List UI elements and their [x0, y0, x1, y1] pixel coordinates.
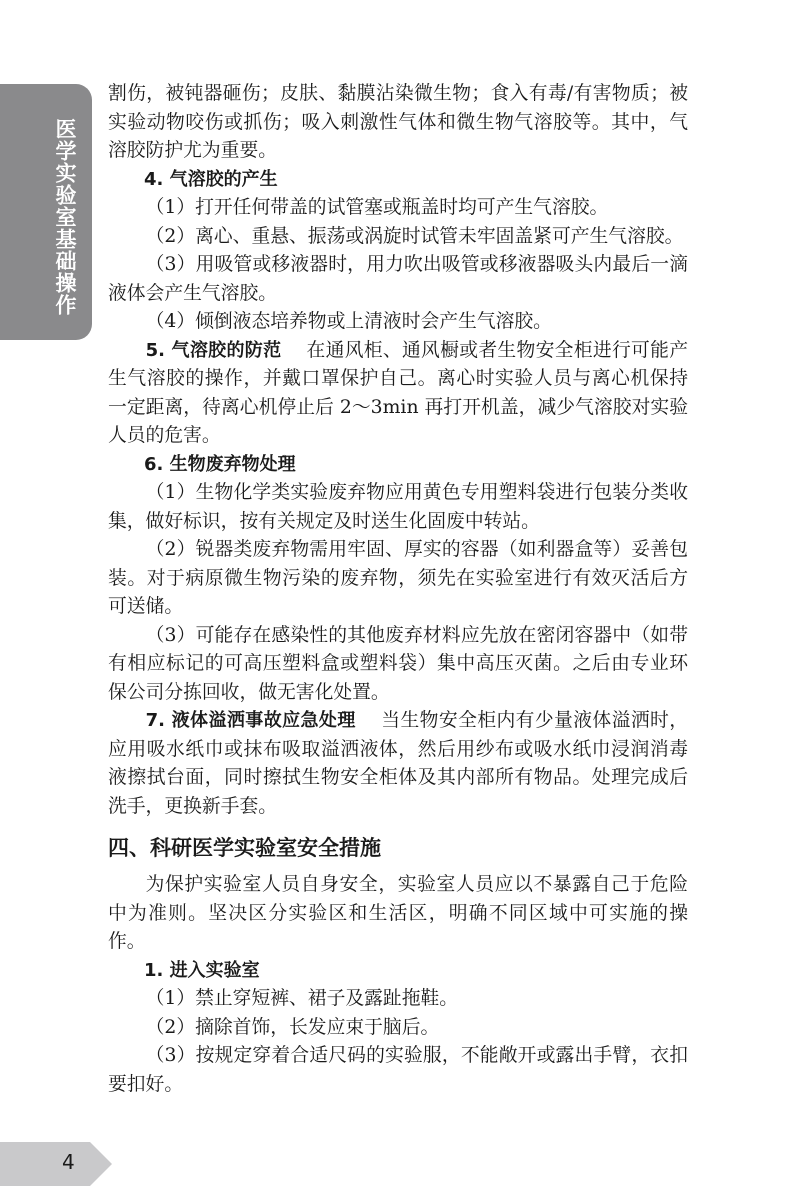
inline-heading: 7. 液体溢洒事故应急处理 [145, 710, 356, 731]
paragraph [108, 337, 688, 451]
inline-heading: 5. 气溶胶的防范 [145, 339, 282, 361]
section-title: 四、科研医学实验室安全措施 [108, 835, 381, 860]
paragraph: （1）生物化学类实验废弃物应用黄色专用塑料袋进行包装分类收集，做好标识，按有关规定及时送生化固废中转站。 [108, 482, 688, 532]
paragraph-text: 在通风柜、通风橱或者生物安全柜进行可能产生气溶胶的操作，并戴口罩保护自己。离心时实验人员与离心机保持一定距离，待离心机停止后 2～3min 再打开机盖，减少气溶胶对实验人员的危害。 [108, 339, 688, 446]
subheading: 4. 气溶胶的产生 [144, 168, 278, 190]
page-body [108, 80, 688, 1099]
paragraph: （3）按规定穿着合适尺码的实验服，不能敞开或露出手臂，衣扣要扣好。 [108, 1045, 688, 1095]
paragraph [108, 707, 688, 821]
chapter-side-tab [0, 84, 92, 340]
paragraph: 为保护实验室人员自身安全，实验室人员应以不暴露自己于危险中为准则。坚决区分实验区和生活区，明确不同区域中可实施的操作。 [108, 874, 688, 952]
paragraph: （1）打开任何带盖的试管塞或瓶盖时均可产生气溶胶。 [145, 197, 609, 218]
paragraph: （2）离心、重悬、振荡或涡旋时试管未牢固盖紧可产生气溶胶。 [145, 225, 684, 247]
paragraph: （4）倾倒液态培养物或上清液时会产生气溶胶。 [145, 311, 552, 332]
paragraph: （1）禁止穿短裤、裙子及露趾拖鞋。 [145, 988, 459, 1009]
paragraph: （3）用吸管或移液器时，用力吹出吸管或移液器吸头内最后一滴液体会产生气溶胶。 [108, 254, 688, 304]
chapter-side-tab-label: 医学实验室基础操作 [53, 118, 77, 316]
subheading: 6. 生物废弃物处理 [144, 453, 296, 475]
page-number: 4 [62, 1150, 75, 1174]
paragraph: （3）可能存在感染性的其他废弃材料应先放在密闭容器中（如带有相应标记的可高压塑料盒或塑料袋）集中高压灭菌。之后由专业环保公司分拣回收，做无害化处置。 [108, 624, 688, 703]
paragraph: （2）锐器类废弃物需用牢固、厚实的容器（如利器盒等）妥善包装。对于病原微生物污染的废弃物，须先在实验室进行有效灭活后方可送储。 [108, 539, 688, 617]
page-tab-shape [0, 1142, 112, 1186]
paragraph: 割伤，被钝器砸伤；皮肤、黏膜沾染微生物；食入有毒/有害物质；被实验动物咬伤或抓伤；吸入刺激性气体和微生物气溶胶等。其中，气溶胶防护尤为重要。 [108, 83, 688, 161]
paragraph-text: 当生物安全柜内有少量液体溢洒时，应用吸水纸巾或抹布吸取溢洒液体，然后用纱布或吸水纸巾浸润消毒液擦拭台面，同时擦拭生物安全柜体及其内部所有物品。处理完成后洗手，更换新手套。 [108, 710, 688, 817]
subheading: 1. 进入实验室 [144, 959, 260, 981]
page-number-tab [0, 1142, 112, 1186]
paragraph: （2）摘除首饰，长发应束于脑后。 [145, 1016, 440, 1038]
